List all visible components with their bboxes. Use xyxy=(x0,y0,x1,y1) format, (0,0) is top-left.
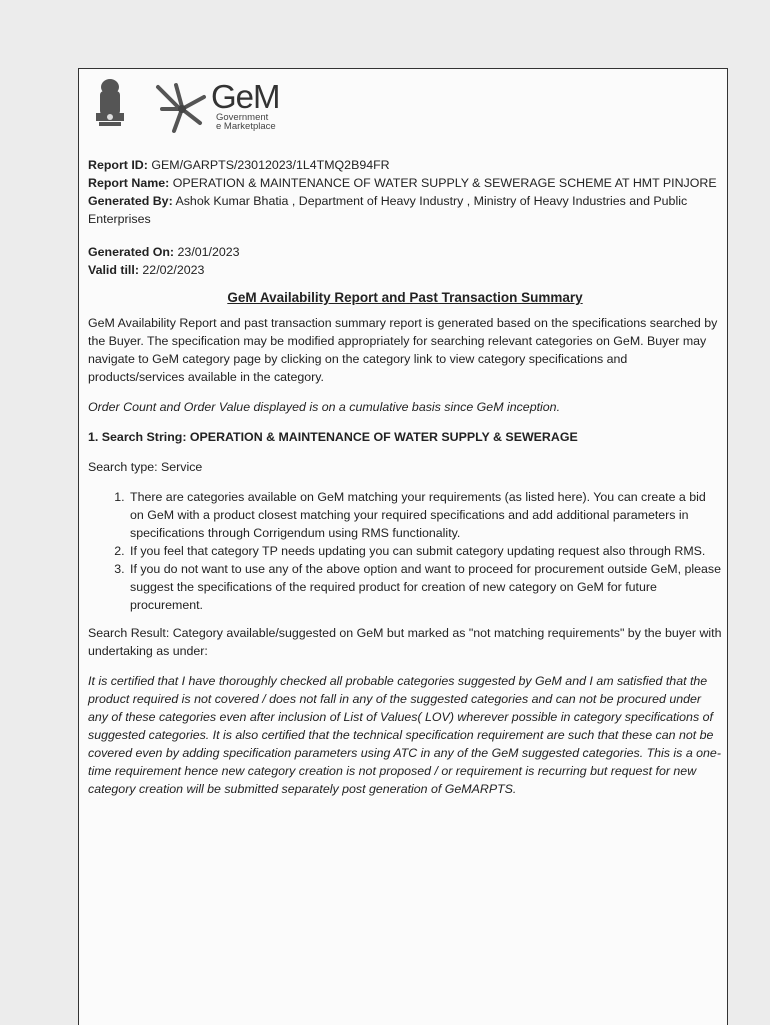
gem-subtitle-line1: Government xyxy=(216,112,269,123)
report-body xyxy=(88,156,722,810)
report-id: Report ID: GEM/GARPTS/23012023/1L4TMQ2B94FR xyxy=(88,158,390,172)
search-string-heading: 1. Search String: OPERATION & MAINTENANCE OF WATER SUPPLY & SEWERAGE xyxy=(88,430,578,444)
report-meta xyxy=(88,156,722,279)
gem-star-icon xyxy=(152,79,212,137)
generated-on: Generated On: 23/01/2023 xyxy=(88,245,240,259)
cumulative-note: Order Count and Order Value displayed is on a cumulative basis since GeM inception. xyxy=(88,400,561,414)
search-type: Search type: Service xyxy=(88,460,203,474)
options-list xyxy=(88,488,722,614)
valid-till: Valid till: 22/02/2023 xyxy=(88,263,205,277)
list-item: 2. If you feel that category TP needs updating you can submit category updating request also through RMS. xyxy=(128,542,722,560)
gem-subtitle xyxy=(216,113,276,131)
gem-wordmark: GeM xyxy=(211,78,280,115)
section-title: GeM Availability Report and Past Transaction Summary xyxy=(227,290,583,305)
report-name: Report Name: OPERATION & MAINTENANCE OF WATER SUPPLY & SEWERAGE SCHEME AT HMT PINJORE xyxy=(88,176,717,190)
search-result: Search Result: Category available/suggested on GeM but marked as "not matching requirements" by the buyer with undertaking as under: xyxy=(88,626,722,658)
national-emblem-icon xyxy=(90,75,130,145)
certification-text: It is certified that I have thoroughly checked all probable categories suggested by GeM and I am satisfied that the product required is not covered / does not fall in any of the suggested categories and can not be procured under any of these categories even after inclusion of List of Values( LOV) wherever possible in category specifications of suggested categories. It is also certified that the technical specification requirement are such that these can not be covered even by adding specification parameters using ATC in any of the GeM suggested categories. This is a one-time requirement hence new category creation is not proposed / or requirement is recurring but request for new category creation will be submitted separately post generation of GeMARPTS. xyxy=(88,674,721,796)
gem-subtitle-line2: e Marketplace xyxy=(216,121,276,132)
list-item: 1. There are categories available on GeM matching your requirements (as listed here). You can create a bid on GeM with a product closest matching your required specifications and add additional parameters in specifications through Corrigendum using RMS functionality. xyxy=(128,488,722,542)
generated-by: Generated By: Ashok Kumar Bhatia , Department of Heavy Industry , Ministry of Heavy Industries and Public Enterprises xyxy=(88,194,688,226)
intro-paragraph: GeM Availability Report and past transaction summary report is generated based on the specifications searched by the Buyer. The specification may be modified appropriately for searching relevant categories on GeM. Buyer may navigate to GeM category page by clicking on the category link to view category specifications and products/services available in the category. xyxy=(88,316,718,384)
gem-logo xyxy=(90,75,320,145)
list-item: 3. If you do not want to use any of the above option and want to proceed for procurement outside GeM, please suggest the specifications of the required product for creation of new category on GeM for future procurement. xyxy=(128,560,722,614)
